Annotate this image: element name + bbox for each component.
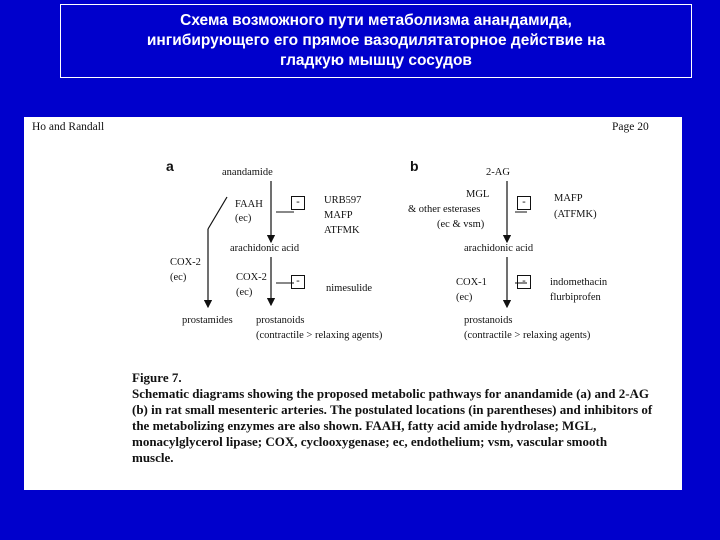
caption-line-4: monacylglycerol lipase; COX, cyclooxygenase; ec, endothelium; vsm, vascular smooth: [132, 434, 608, 449]
inhibitor-indomethacin: indomethacin: [550, 277, 608, 288]
cox2-mid: COX-2: [236, 272, 267, 283]
figure-header-right: Page 20: [612, 121, 649, 133]
cox2-left-location: (ec): [170, 272, 187, 283]
inhibitor-atfmk: ATFMK: [324, 225, 360, 236]
arachidonic-acid-node-b: arachidonic acid: [464, 243, 534, 254]
panel-b-label: b: [410, 158, 419, 174]
slide-title-line-3: гладкую мышцу сосудов: [280, 52, 472, 69]
prostanoids-node-a: prostanoids: [256, 315, 305, 326]
cox1-enzyme: COX-1: [456, 277, 487, 288]
faah-location: (ec): [235, 213, 252, 224]
inhibitor-nimesulide: nimesulide: [326, 283, 373, 294]
slide-title: [60, 4, 692, 78]
caption-line-3: the metabolizing enzymes are also shown. FAAH, fatty acid amide hydrolase; MGL,: [132, 418, 597, 433]
slide-title-line-2: ингибирующего его прямое вазодилятаторное действие на: [146, 32, 606, 49]
anandamide-node: anandamide: [222, 167, 273, 178]
cox2-mid-location: (ec): [236, 287, 253, 298]
inhibit-symbol-cox1: -: [517, 275, 531, 289]
caption-line-2: (b) in rat small mesenteric arteries. The postulated locations (in parentheses) and inhibitors of: [132, 402, 653, 417]
cox2-left: COX-2: [170, 257, 201, 268]
other-esterases: & other esterases: [408, 204, 481, 215]
inhibit-symbol-mgl: -: [517, 196, 531, 210]
faah-enzyme: FAAH: [235, 199, 263, 210]
inhibitor-flurbiprofen: flurbiprofen: [550, 292, 601, 303]
panel-a-label: a: [166, 158, 174, 174]
inhibitor-urb597: URB597: [324, 195, 362, 206]
inhibitor-atfmk-b: (ATFMK): [554, 209, 597, 220]
arachidonic-acid-node-a: arachidonic acid: [230, 243, 300, 254]
prostanoids-note-b: (contractile > relaxing agents): [464, 330, 591, 341]
2ag-node: 2-AG: [486, 167, 510, 178]
prostanoids-node-b: prostanoids: [464, 315, 513, 326]
inhibit-symbol-cox2: -: [291, 275, 305, 289]
scanned-figure: [24, 117, 682, 490]
cox1-location: (ec): [456, 292, 473, 303]
slide-title-line-1: Схема возможного пути метаболизма анандамида,: [180, 12, 572, 29]
inhibitor-mafp-b: MAFP: [554, 193, 583, 204]
caption-line-5: muscle.: [132, 450, 174, 465]
inhibitor-mafp: MAFP: [324, 210, 353, 221]
prostanoids-note-a: (contractile > relaxing agents): [256, 330, 383, 341]
prostamides-node: prostamides: [182, 315, 233, 326]
caption-heading: Figure 7.: [132, 370, 182, 385]
inhibit-symbol-faah: -: [291, 196, 305, 210]
figure-header-left: Ho and Randall: [32, 121, 105, 133]
arrow-anandamide-diagonal: [208, 197, 227, 229]
esterases-location: (ec & vsm): [437, 219, 485, 230]
mgl-enzyme: MGL: [466, 189, 490, 200]
caption-line-1: Schematic diagrams showing the proposed metabolic pathways for anandamide (a) and 2-AG: [132, 386, 650, 401]
